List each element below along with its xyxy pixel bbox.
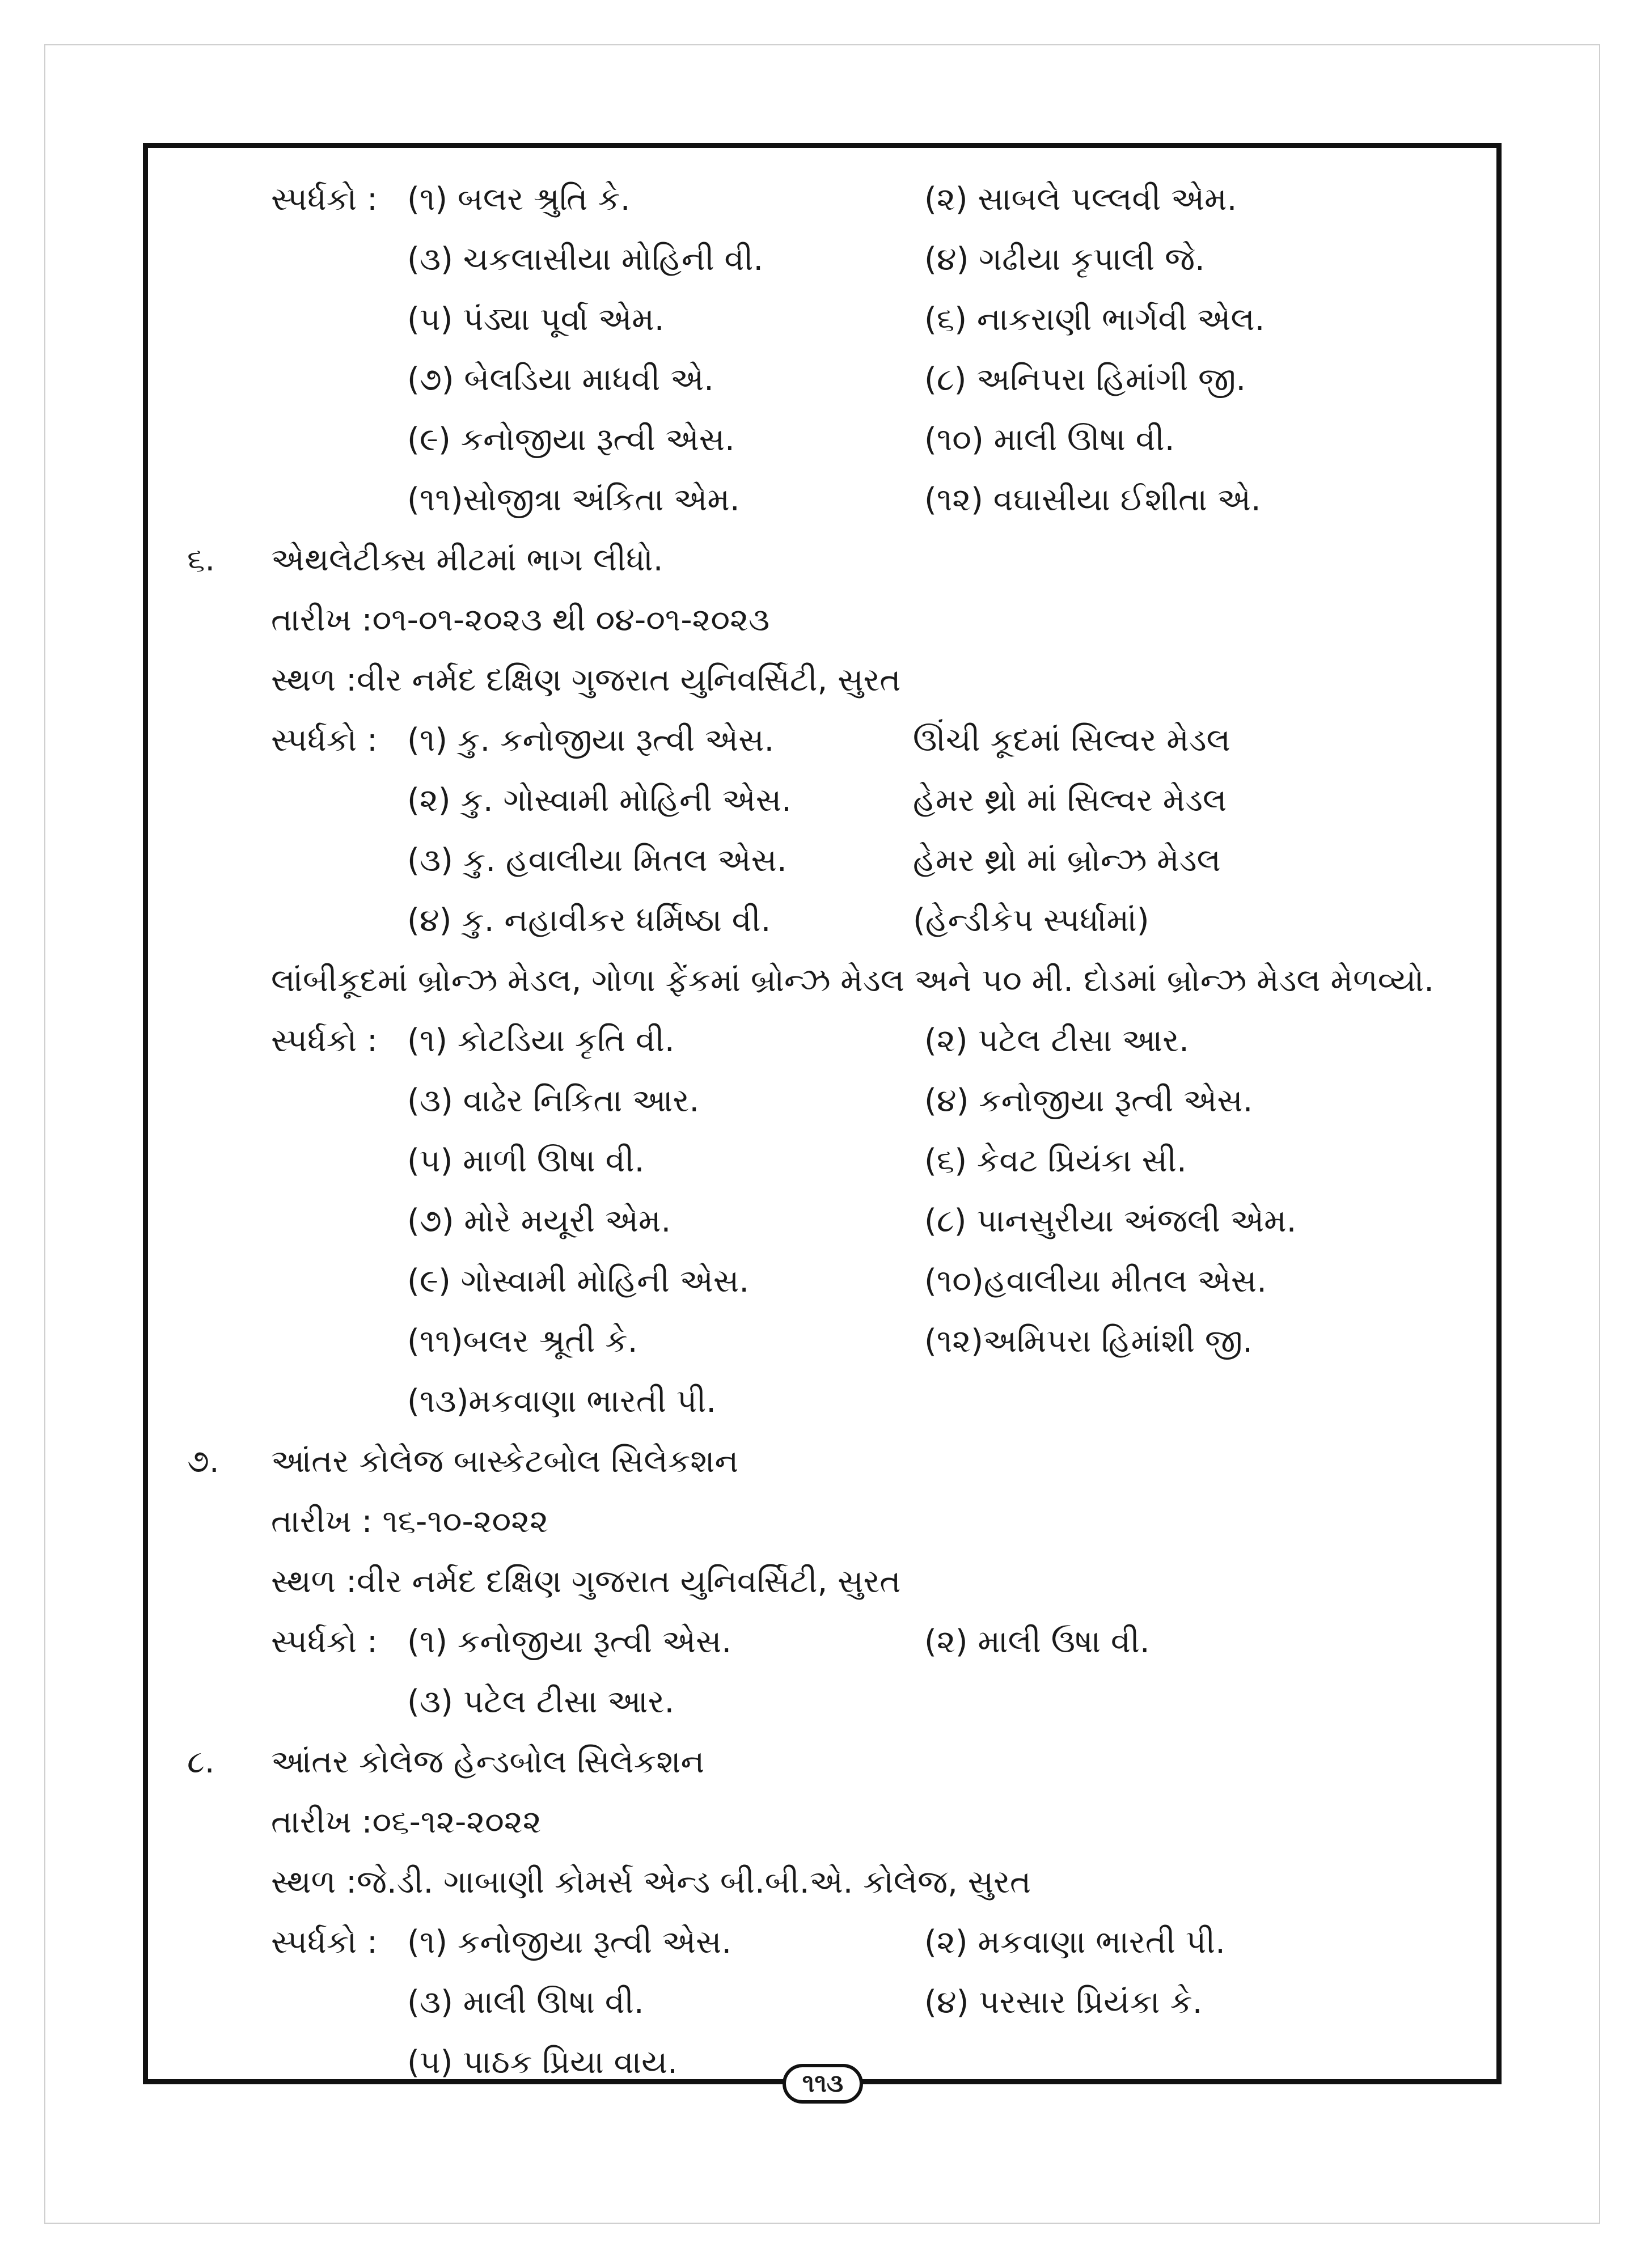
page-number: ૧૧૩ [783, 2064, 863, 2104]
text-line: તારીખ :૦૬-૧૨-૨૦૨૨ [271, 1804, 542, 1840]
participant-entry: (૨) કુ. ગોસ્વામી મોહિની એસ. [407, 782, 792, 819]
participant-entry: (૫) પાઠક પ્રિયા વાય. [407, 2044, 678, 2081]
participants-label: સ્પર્ધકો : [271, 1623, 378, 1660]
participant-entry: (૧૧)સોજીત્રા અંકિતા એમ. [407, 481, 740, 518]
participant-entry: (૩) ચકલાસીયા મોહિની વી. [407, 241, 764, 278]
participant-entry: (૧૨) વઘાસીયા ઈશીતા એ. [924, 481, 1261, 518]
participant-entry: (૪) કનોજીયા રૂત્વી એસ. [924, 1082, 1253, 1119]
participant-entry: (૪) પરસાર પ્રિયંકા કે. [924, 1984, 1203, 2021]
participants-label: સ્પર્ધકો : [271, 1022, 378, 1059]
participants-label: સ્પર્ધકો : [271, 1924, 378, 1961]
participant-entry: (૮) અનિપરા હિમાંગી જી. [924, 361, 1246, 398]
text-line: એથલેટીક્સ મીટમાં ભાગ લીધો. [271, 541, 663, 578]
participant-entry: (૪) ગઢીયા કૃપાલી જે. [924, 241, 1205, 278]
participant-entry: (૨) મકવાણા ભારતી પી. [924, 1924, 1225, 1961]
participant-entry: (૧૨)અમિપરા હિમાંશી જી. [924, 1323, 1253, 1360]
text-line: સ્થળ :વીર નર્મદ દક્ષિણ ગુજરાત યુનિવર્સિટી, સુરત [271, 662, 901, 699]
text-line: તારીખ : ૧૬-૧૦-૨૦૨૨ [271, 1503, 549, 1540]
participant-entry: (૩) માલી ઊષા વી. [407, 1984, 644, 2021]
participant-entry: (૩) કુ. હવાલીયા મિતલ એસ. [407, 842, 787, 879]
participant-entry: (૮) પાનસુરીયા અંજલી એમ. [924, 1203, 1297, 1239]
participant-entry: (૫) પંડ્યા પૂર્વા એમ. [407, 301, 665, 338]
participants-label: સ્પર્ધકો : [271, 181, 378, 218]
text-line: તારીખ :૦૧-૦૧-૨૦૨૩ થી ૦૪-૦૧-૨૦૨૩ [271, 602, 770, 638]
text-line: આંતર કોલેજ હેન્ડબોલ સિલેકશન [271, 1744, 705, 1780]
medal-note: ઊંચી કૂદમાં સિલ્વર મેડલ [913, 722, 1230, 759]
participant-entry: (૬) કેવટ પ્રિયંકા સી. [924, 1143, 1187, 1179]
participant-entry: (૧૦) માલી ઊષા વી. [924, 421, 1175, 458]
section-number: ૬. [187, 541, 215, 578]
participant-entry: (૬) નાકરાણી ભાર્ગવી એલ. [924, 301, 1265, 338]
participant-entry: (૨) માલી ઉષા વી. [924, 1623, 1150, 1660]
participant-entry: (૧) કોટડિયા કૃતિ વી. [407, 1022, 675, 1059]
text-line: આંતર કોલેજ બાસ્કેટબોલ સિલેકશન [271, 1443, 739, 1480]
section-number: ૭. [187, 1443, 219, 1480]
medal-note: હેમર થ્રો માં સિલ્વર મેડલ [913, 782, 1227, 819]
participant-entry: (૧૩)મકવાણા ભારતી પી. [407, 1383, 717, 1420]
participant-entry: (૨) પટેલ ટીસા આર. [924, 1022, 1189, 1059]
participant-entry: (૩) પટેલ ટીસા આર. [407, 1683, 675, 1720]
text-line: સ્થળ :જે.ડી. ગાબાણી કોમર્સ એન્ડ બી.બી.એ. કોલેજ, સુરત [271, 1864, 1031, 1901]
participant-entry: (૭) મોરે મયૂરી એમ. [407, 1203, 671, 1239]
medal-note: (હેન્ડીકેપ સ્પર્ધામાં) [913, 902, 1149, 939]
medal-note: હેમર થ્રો માં બ્રોન્ઝ મેડલ [913, 842, 1221, 879]
participant-entry: (૧૧)બલર શ્રૂતી કે. [407, 1323, 638, 1360]
participant-entry: (૭) બેલડિયા માધવી એ. [407, 361, 714, 398]
participant-entry: (૪) કુ. નહાવીકર ધર્મિષ્ઠા વી. [407, 902, 771, 939]
content-frame [143, 143, 1502, 2084]
participants-label: સ્પર્ધકો : [271, 722, 378, 759]
participant-entry: (૧૦)હવાલીયા મીતલ એસ. [924, 1263, 1267, 1300]
participant-entry: (૫) માળી ઊષા વી. [407, 1143, 645, 1179]
participant-entry: (૯) ગોસ્વામી મોહિની એસ. [407, 1263, 749, 1300]
participant-entry: (૧) બલર શ્રુતિ કે. [407, 181, 631, 218]
participant-entry: (૯) કનોજીયા રૂત્વી એસ. [407, 421, 735, 458]
text-line: લાંબીકૂદમાં બ્રોન્ઝ મેડલ, ગોળા ફેંકમાં બ્રોન્ઝ મેડલ અને ૫૦ મી. દોડમાં બ્રોન્ઝ મેડલ મેળવ્યો. [271, 962, 1434, 999]
section-number: ૮. [187, 1744, 215, 1780]
participant-entry: (૧) કનોજીયા રૂત્વી એસ. [407, 1924, 732, 1961]
participant-entry: (૧) કનોજીયા રૂત્વી એસ. [407, 1623, 732, 1660]
participant-entry: (૩) વાઢેર નિકિતા આર. [407, 1082, 700, 1119]
participant-entry: (૨) સાબલે પલ્લવી એમ. [924, 181, 1237, 218]
participant-entry: (૧) કુ. કનોજીયા રૂત્વી એસ. [407, 722, 775, 759]
text-line: સ્થળ :વીર નર્મદ દક્ષિણ ગુજરાત યુનિવર્સિટી, સુરત [271, 1563, 901, 1600]
